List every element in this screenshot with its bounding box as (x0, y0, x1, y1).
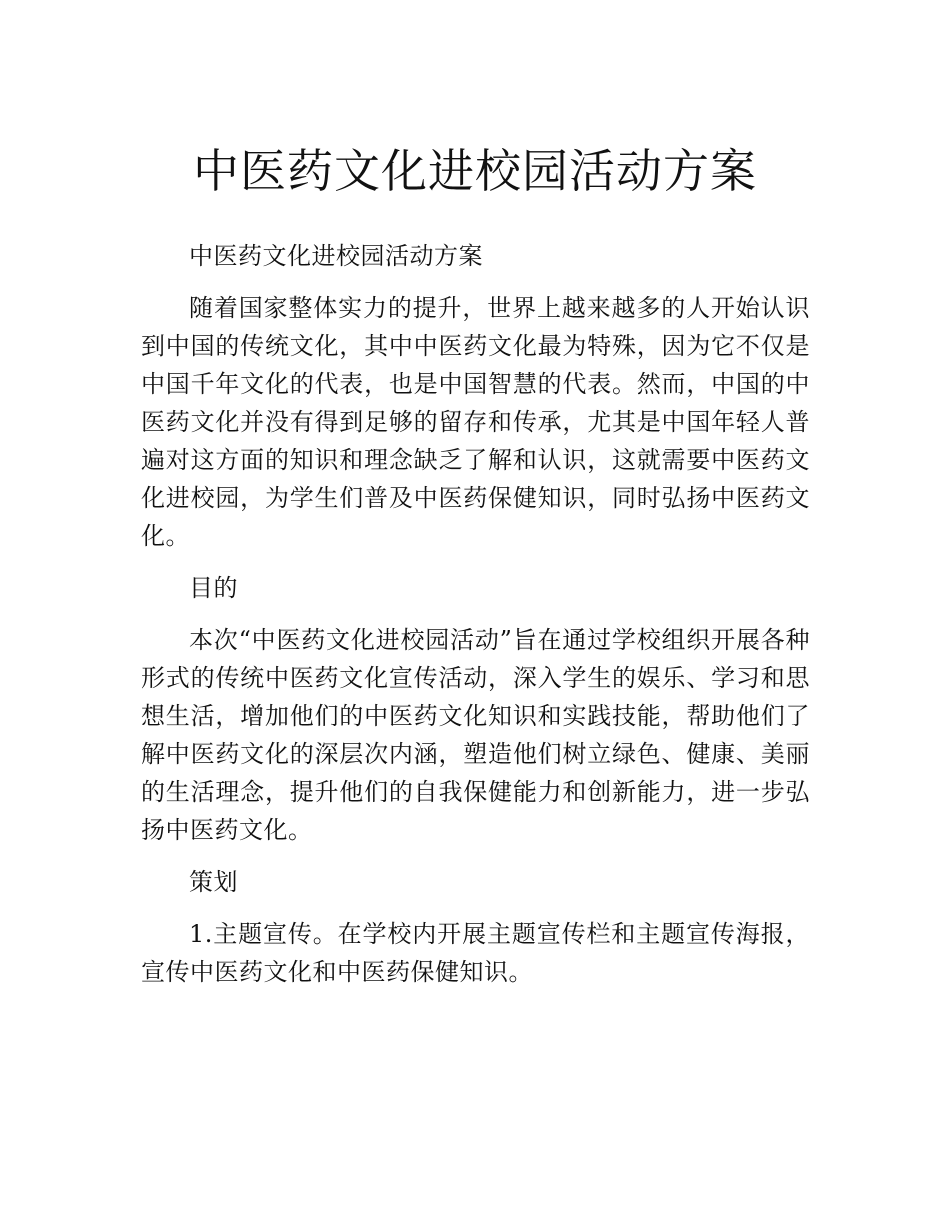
section-heading-planning: 策划 (189, 868, 238, 896)
subtitle-paragraph: 中医药文化进校园活动方案 (189, 242, 483, 270)
document-body (141, 237, 810, 1005)
intro-paragraph: 随着国家整体实力的提升，世界上越来越多的人开始认识到中国的传统文化，其中中医药文化最为特殊，因为它不仅是中国千年文化的代表，也是中国智慧的代表。然而，中国的中医药文化并没有得到足够的留存和传承，尤其是中国年轻人普遍对这方面的知识和理念缺乏了解和认识，这就需要中医药文化进校园，为学生们普及中医药保健知识，同时弘扬中医药文化。 (141, 294, 810, 550)
document-title: 中医药文化进校园活动方案 (193, 144, 757, 198)
section-heading-purpose: 目的 (189, 574, 238, 602)
purpose-paragraph: 本次“中医药文化进校园活动”旨在通过学校组织开展各种形式的传统中医药文化宣传活动，深入学生的娱乐、学习和思想生活，增加他们的中医药文化知识和实践技能，帮助他们了解中医药文化的深层次内涵，塑造他们树立绿色、健康、美丽的生活理念，提升他们的自我保健能力和创新能力，进一步弘扬中医药文化。 (141, 626, 810, 844)
planning-item-1: 1.主题宣传。在学校内开展主题宣传栏和主题宣传海报，宣传中医药文化和中医药保健知识。 (141, 920, 810, 986)
